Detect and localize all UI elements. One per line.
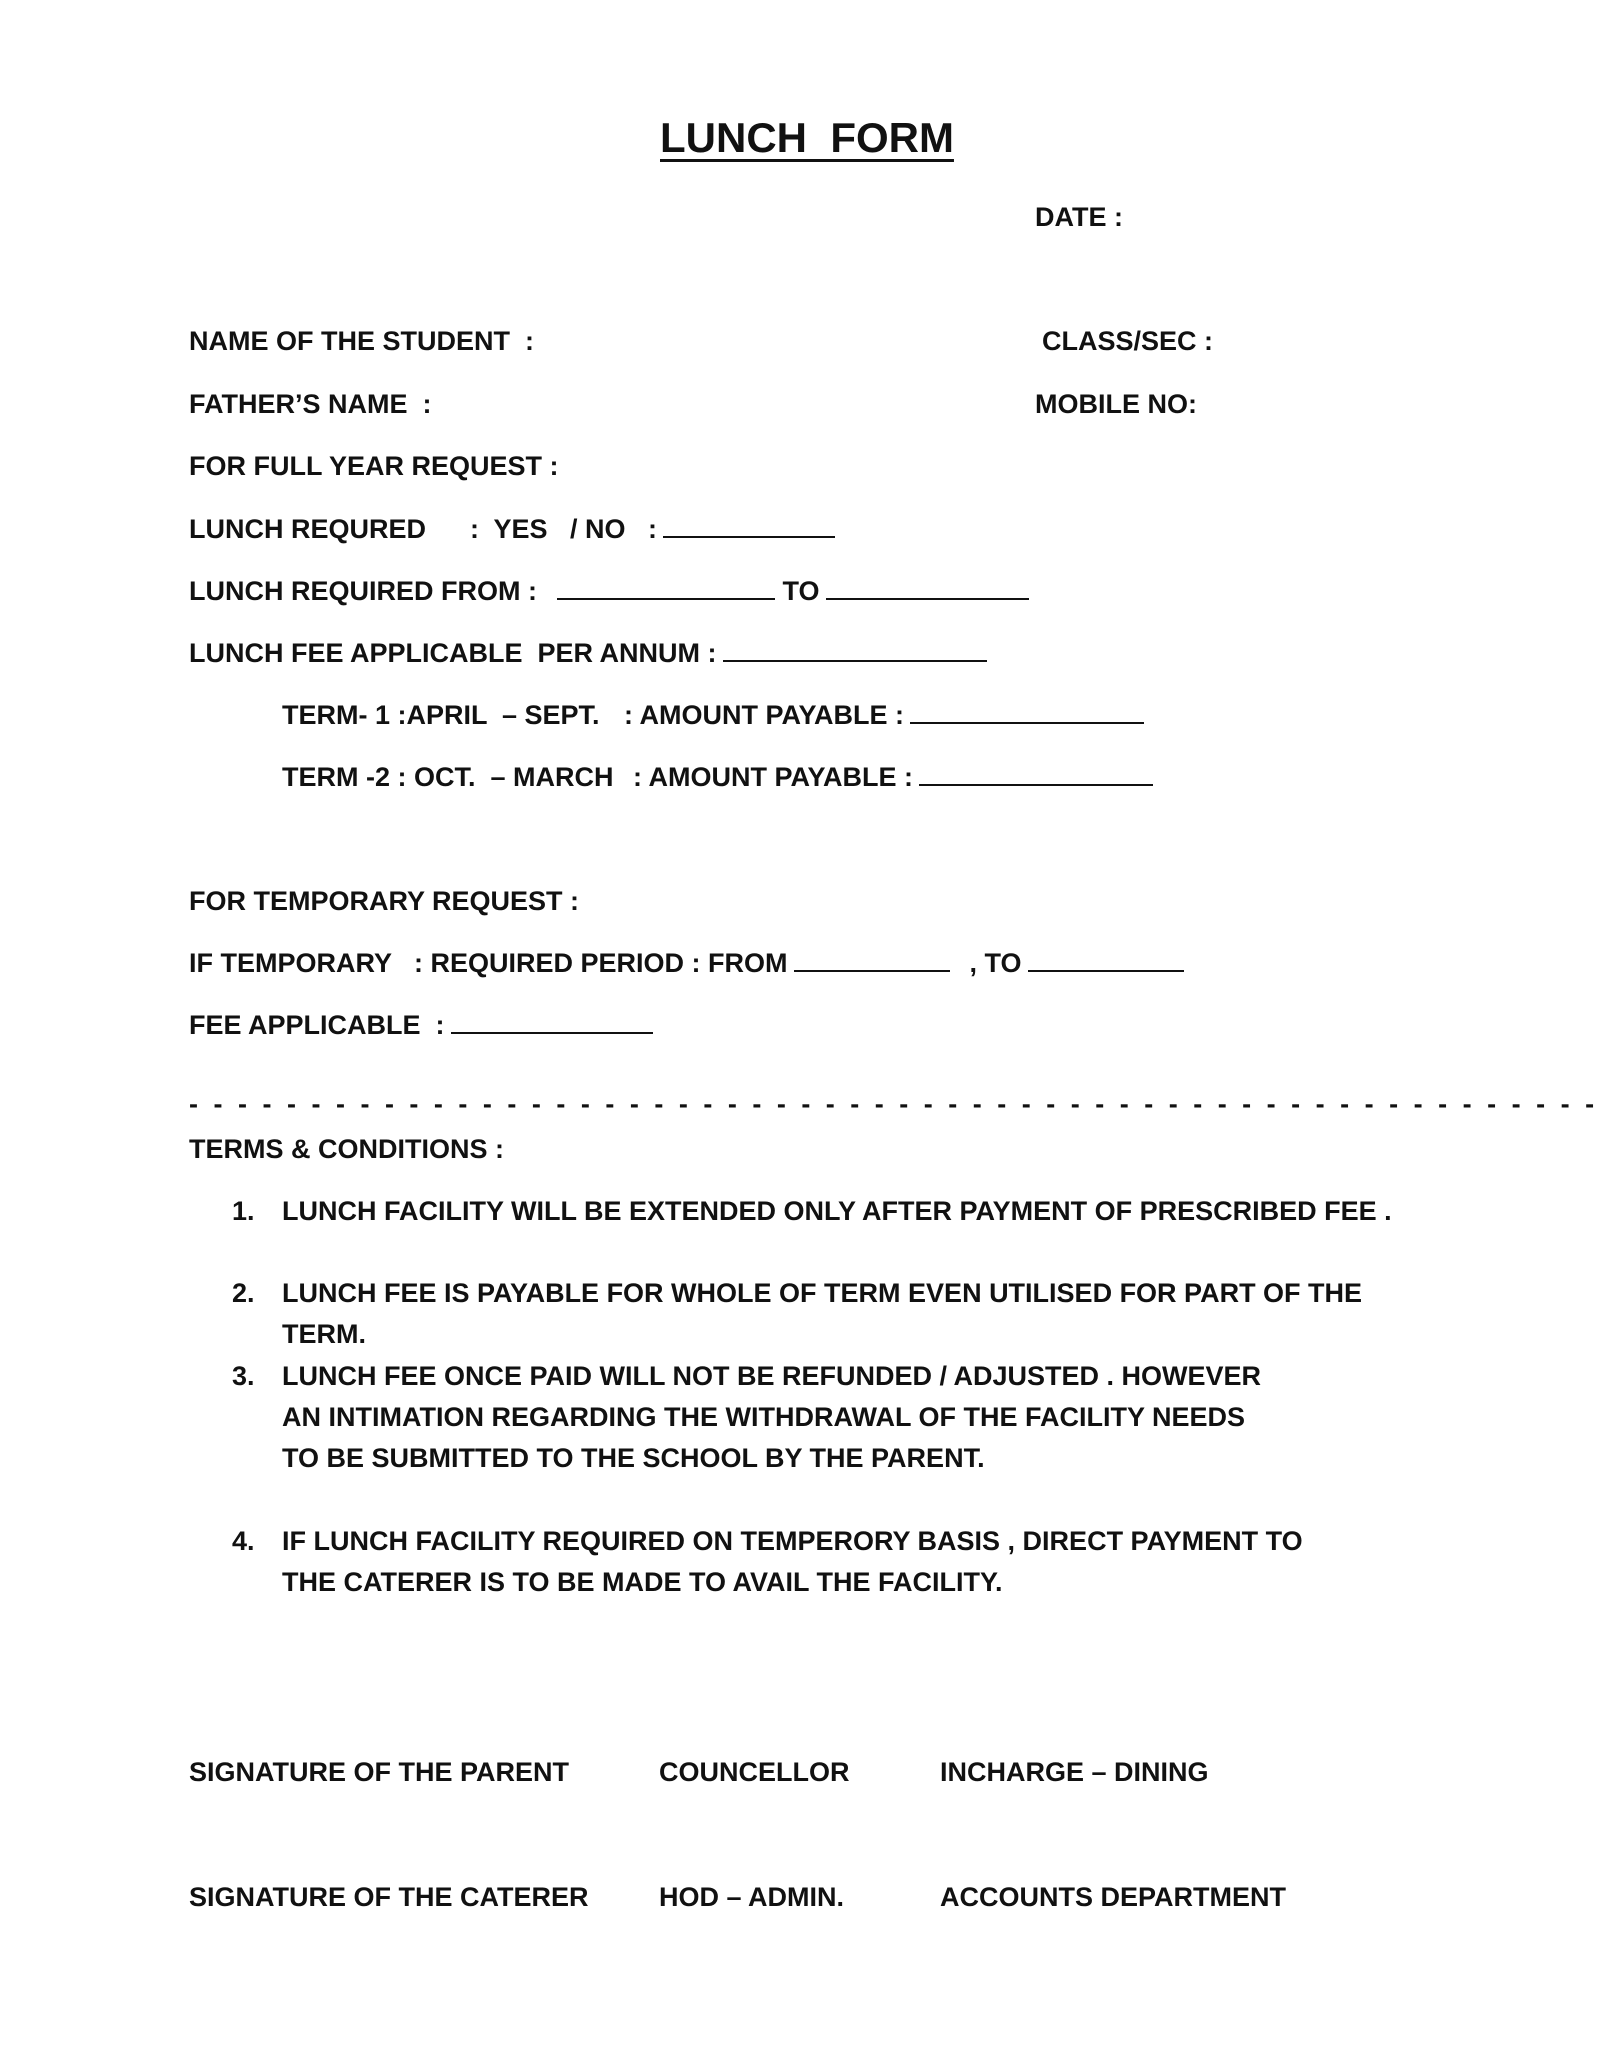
required-from-row <box>189 578 1029 605</box>
form-title: LUNCH FORM <box>660 114 954 161</box>
term2-amount-blank[interactable] <box>919 784 1153 786</box>
temporary-period-row <box>189 950 1184 977</box>
term-item-2 <box>232 1273 1432 1355</box>
temporary-fee-row <box>189 1012 653 1039</box>
class-sec-label: CLASS/SEC : <box>1042 326 1214 356</box>
term-text: LUNCH FEE IS PAYABLE FOR WHOLE OF TERM EVEN UTILISED FOR PART OF THE TERM. <box>282 1278 1363 1349</box>
term1-label: TERM- 1 :APRIL – SEPT. <box>282 700 600 730</box>
temporary-period-label: IF TEMPORARY : REQUIRED PERIOD : FROM <box>189 948 788 978</box>
term2-amount-row <box>633 764 1153 791</box>
lunch-required-label: LUNCH REQURED <box>189 514 427 544</box>
term2-amount-label: : AMOUNT PAYABLE : <box>633 762 914 792</box>
lunch-required-row <box>470 516 835 543</box>
signature-accounts: ACCOUNTS DEPARTMENT <box>940 1882 1286 1912</box>
required-to-blank[interactable] <box>826 598 1029 600</box>
term1-amount-blank[interactable] <box>910 722 1144 724</box>
required-from-label: LUNCH REQUIRED FROM : <box>189 576 537 606</box>
fee-per-annum-blank[interactable] <box>723 660 987 662</box>
full-year-heading: FOR FULL YEAR REQUEST : <box>189 451 559 481</box>
signature-caterer: SIGNATURE OF THE CATERER <box>189 1882 589 1912</box>
term-text: LUNCH FEE ONCE PAID WILL NOT BE REFUNDED / ADJUSTED . HOWEVER AN INTIMATION REGARDING THE WITHDRAWAL OF THE FACILITY NEEDS TO BE SUBMITTED TO THE SCHOOL BY THE PARENT. <box>282 1361 1262 1473</box>
temporary-fee-blank[interactable] <box>451 1032 653 1034</box>
terms-heading: TERMS & CONDITIONS : <box>189 1134 504 1164</box>
dashed-divider: - - - - - - - - - - - - - - - - - - - - - - - - - - - - - - - - - - - - - - - - - - - - - - - - - - - - - - - - - - <box>189 1089 1599 1119</box>
signature-incharge-dining: INCHARGE – DINING <box>940 1757 1209 1787</box>
fee-per-annum-row <box>189 640 987 667</box>
date-label: DATE : <box>1035 202 1123 232</box>
temporary-to-label: , TO <box>969 948 1022 978</box>
term-item-4 <box>232 1521 1352 1603</box>
term-number: 4. <box>232 1526 255 1556</box>
signature-parent: SIGNATURE OF THE PARENT <box>189 1757 570 1787</box>
term-text: IF LUNCH FACILITY REQUIRED ON TEMPERORY BASIS , DIRECT PAYMENT TO THE CATERER IS TO BE MADE TO AVAIL THE FACILITY. <box>282 1526 1303 1597</box>
lunch-required-blank[interactable] <box>663 536 835 538</box>
temporary-fee-label: FEE APPLICABLE : <box>189 1010 445 1040</box>
term-item-3 <box>232 1356 1282 1479</box>
mobile-no-label: MOBILE NO: <box>1035 389 1197 419</box>
term-number: 2. <box>232 1278 255 1308</box>
term1-amount-row <box>624 702 1144 729</box>
temporary-heading: FOR TEMPORARY REQUEST : <box>189 886 580 916</box>
signature-hod-admin: HOD – ADMIN. <box>659 1882 845 1912</box>
student-name-label: NAME OF THE STUDENT : <box>189 326 534 356</box>
term-number: 1. <box>232 1196 255 1226</box>
term-text: LUNCH FACILITY WILL BE EXTENDED ONLY AFTER PAYMENT OF PRESCRIBED FEE . <box>282 1196 1392 1226</box>
required-to-label: TO <box>782 576 820 606</box>
term1-amount-label: : AMOUNT PAYABLE : <box>624 700 905 730</box>
term-item-1 <box>232 1191 1432 1232</box>
yes-no-label: : YES / NO : <box>470 514 658 544</box>
required-from-blank[interactable] <box>557 598 775 600</box>
father-name-label: FATHER’S NAME : <box>189 389 432 419</box>
term2-label: TERM -2 : OCT. – MARCH <box>282 762 614 792</box>
signature-councellor: COUNCELLOR <box>659 1757 850 1787</box>
temporary-from-blank[interactable] <box>794 970 950 972</box>
fee-per-annum-label: LUNCH FEE APPLICABLE PER ANNUM : <box>189 638 717 668</box>
temporary-to-blank[interactable] <box>1028 970 1184 972</box>
term-number: 3. <box>232 1361 255 1391</box>
